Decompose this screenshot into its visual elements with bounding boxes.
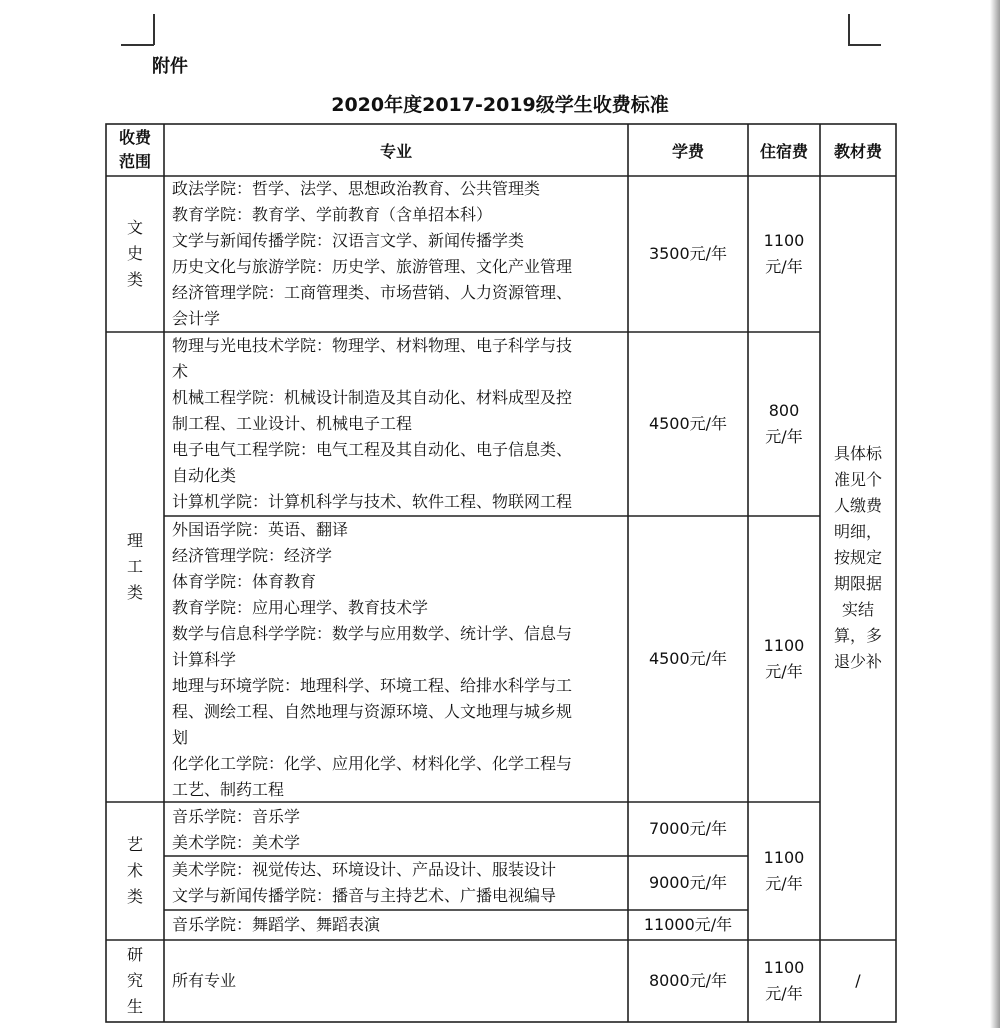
tuition-science-eng-2: 4500元/年: [648, 649, 728, 668]
major-cell-graduate: 所有专业: [172, 971, 237, 990]
textbook-fee-note: 具体标 准见个 人缴费 明细， 按规定 期限据 实结 算，多 退少补: [833, 444, 882, 671]
attachment-label: 附件: [152, 56, 188, 77]
document-title: 2020年度2017-2019级学生收费标准: [331, 94, 669, 116]
header-scope: 收费 范围: [118, 128, 151, 171]
tuition-arts-2: 9000元/年: [648, 873, 728, 892]
category-arts: 艺 术 类: [126, 835, 143, 906]
category-science-engineering: 理 工 类: [126, 531, 143, 602]
major-cell-science-eng-2: 外国语学院：英语、翻译 经济管理学院：经济学 体育学院：体育教育 教育学院：应用心理学、教育技术学 数学与信息科学学院：数学与应用数学、统计学、信息与 计算科学 地理与环境学院：地理科学、环境工程、给排水科学与工 程、测绘工程、自然地理与资源环境、人文地理与城乡规 划 化学化工学院：化学、应用化学、材料化学、化学工程与 工艺、制药工程: [172, 520, 573, 799]
category-liberal-arts: 文 史 类: [126, 218, 143, 289]
category-graduate: 研 究 生: [126, 945, 143, 1016]
crop-mark-left-h: [121, 44, 154, 46]
major-cell-liberal-arts: 政法学院：哲学、法学、思想政治教育、公共管理类 教育学院：教育学、学前教育（含单招本科） 文学与新闻传播学院：汉语言文学、新闻传播学类 历史文化与旅游学院：历史学、旅游管理、文化产业管理 经济管理学院：工商管理类、市场营销、人力资源管理、 会计学: [172, 179, 573, 328]
crop-mark-right-h: [848, 44, 881, 46]
accommodation-science-eng-2: 1100 元/年: [763, 636, 805, 681]
major-cell-arts-1: 音乐学院：音乐学 美术学院：美术学: [172, 807, 301, 852]
tuition-liberal-arts: 3500元/年: [648, 244, 728, 263]
tuition-arts-3: 11000元/年: [643, 915, 733, 934]
crop-mark-right-v: [848, 14, 850, 45]
major-cell-arts-2: 美术学院：视觉传达、环境设计、产品设计、服装设计 文学与新闻传播学院：播音与主持艺术、广播电视编导: [172, 860, 557, 905]
tuition-arts-1: 7000元/年: [648, 819, 728, 838]
textbook-fee-graduate: /: [855, 971, 861, 990]
accommodation-graduate: 1100 元/年: [763, 958, 805, 1003]
major-cell-science-eng-1: 物理与光电技术学院：物理学、材料物理、电子科学与技 术 机械工程学院：机械设计制造及其自动化、材料成型及控 制工程、工业设计、机械电子工程 电子电气工程学院：电气工程及其自动化、电子信息类、 自动化类 计算机学院：计算机科学与技术、软件工程、物联网工程: [172, 336, 573, 511]
header-tuition: 学费: [671, 141, 704, 161]
header-accommodation: 住宿费: [759, 141, 808, 161]
tuition-science-eng-1: 4500元/年: [648, 414, 728, 433]
accommodation-arts: 1100 元/年: [763, 848, 805, 893]
accommodation-science-eng-1: 800 元/年: [765, 401, 803, 446]
tuition-graduate: 8000元/年: [648, 971, 728, 990]
header-textbook: 教材费: [833, 141, 882, 161]
crop-mark-left-v: [153, 14, 155, 45]
page-edge-shadow: [990, 0, 1000, 1028]
accommodation-liberal-arts: 1100 元/年: [763, 231, 805, 276]
header-major: 专业: [379, 141, 412, 161]
major-cell-arts-3: 音乐学院：舞蹈学、舞蹈表演: [172, 915, 381, 934]
